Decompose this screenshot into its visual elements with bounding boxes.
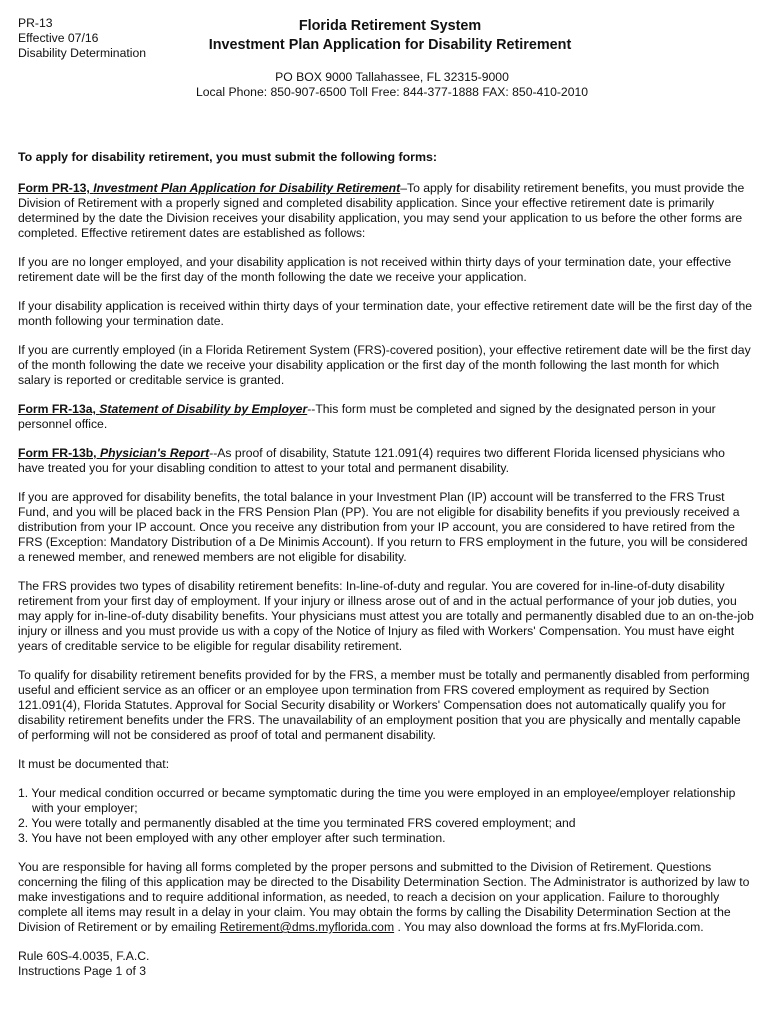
document-title: Florida Retirement System bbox=[298, 18, 482, 34]
email-link[interactable]: Retirement@dms.myflorida.com bbox=[219, 920, 395, 934]
form-identifier-block bbox=[18, 16, 146, 61]
mailing-address: PO BOX 9000 Tallahassee, FL 32315-9000 bbox=[275, 70, 509, 84]
form-fr13b-name: Form FR-13b, Physician's Report bbox=[18, 446, 210, 460]
currently-employed-paragraph: If you are currently employed (in a Florida Retirement System (FRS)-covered position), your effective retirement date will be the first day of the month following the date we receive your disability application or the first day of the month following the last month for which salary is reported or creditable service is granted. bbox=[18, 343, 751, 387]
effective-date: Effective 07/16 bbox=[18, 31, 99, 45]
form-pr13-paragraph bbox=[18, 181, 754, 241]
within-thirty-days-paragraph: If your disability application is received within thirty days of your termination date, your effective retirement date will be the first day of the month following your termination date. bbox=[18, 299, 753, 328]
qualification-paragraph: To qualify for disability retirement benefits provided for by the FRS, a member must be totally and permanently disabled from performing useful and efficient service as an officer or an employee upon termination from FRS covered employment as required by Section 121.091(4), Florida Statutes. Approval for Social Security disability or Workers' Compensation does not automatically qualify you for disability retirement benefits under the FRS. The unavailability of an employment position that you are physically and mentally capable of performing will not be considered as proof of total and permanent disability. bbox=[18, 668, 750, 742]
form-fr13a-paragraph bbox=[18, 402, 754, 432]
responsibility-paragraph: You are responsible for having all forms completed by the proper persons and submitted to the Division of Retirement. Questions concerning the filing of this application may be directed to the Disability Determination Section. The Administrator is authorized by law to make investigations and to require additional information, as needed, to reach a decision on your application. Failure to thoroughly complete all items may result in a delay in your claim. You may obtain the forms by calling the Disability Determination Section at the Division of Retirement or by emailing Retirement@dms.myflorida.com . You may also download the forms at frs.MyFlorida.com. bbox=[18, 860, 750, 934]
documentation-list bbox=[18, 786, 754, 846]
page-footer bbox=[18, 949, 754, 979]
approved-benefits-paragraph: If you are approved for disability benefits, the total balance in your Investment Plan (IP) account will be transferred to the FRS Trust Fund, and you will be placed back in the FRS Pension Plan (PP). You are not eligible for disability benefits if you previously received a distribution from your IP account. Once you receive any distribution from your IP account, you are considered to have retired from the FRS (Exception: Mandatory Distribution of a De Minimis Account). If you return to FRS employment in the future, you will be considered a renewed member, and renewed members are not eligible for disability. bbox=[18, 490, 748, 564]
list-item: 2. You were totally and permanently disabled at the time you terminated FRS covered employment; and bbox=[18, 816, 576, 830]
intro-heading: To apply for disability retirement, you must submit the following forms: bbox=[18, 150, 438, 164]
form-code: PR-13 bbox=[18, 16, 53, 30]
form-pr13-name: Form PR-13, Investment Plan Application for Disability Retirement bbox=[18, 181, 401, 195]
list-item: 1. Your medical condition occurred or became symptomatic during the time you were employed in an employee/employer relationship with your employer; bbox=[18, 786, 736, 815]
contact-address bbox=[120, 70, 664, 100]
form-fr13a-name: Form FR-13a, Statement of Disability by Employer bbox=[18, 402, 308, 416]
rule-reference: Rule 60S-4.0035, F.A.C. bbox=[18, 949, 150, 963]
document-body bbox=[18, 150, 754, 979]
form-fr13b-paragraph bbox=[18, 446, 754, 476]
form-fr13a-description: --This form must be completed and signed by the designated person in your personnel office. bbox=[18, 402, 716, 431]
phone-numbers: Local Phone: 850-907-6500 Toll Free: 844-377-1888 FAX: 850-410-2010 bbox=[195, 85, 589, 99]
form-fr13b-description: --As proof of disability, Statute 121.091(4) requires two different Florida licensed physicians who have treated you for your disabling condition to attest to your total and permanent disability. bbox=[18, 446, 725, 475]
benefit-types-paragraph: The FRS provides two types of disability retirement benefits: In-line-of-duty and regular. You are covered for in-line-of-duty disability retirement from your first day of employment. If your injury or illness arose out of and in the actual performance of your job duties, you may apply for in-line-of-duty disability benefits. Your physicians must attest you are totally and permanently disabled due to an on-the-job injury or illness and you must provide us with a copy of the Notice of Injury as filed with Workers' Compensation. You must have eight years of creditable service to be eligible for regular disability retirement. bbox=[18, 579, 754, 653]
document-subtitle: Investment Plan Application for Disability Retirement bbox=[208, 37, 572, 53]
form-pr13-description: –To apply for disability retirement benefits, you must provide the Division of Retirement with a properly signed and completed disability application. Since your effective retirement date is primarily determined by the date the Division receives your disability application, you may send your application to us before the other forms are completed. Effective retirement dates are established as follows: bbox=[18, 181, 745, 240]
document-header bbox=[160, 17, 620, 55]
page-number: Instructions Page 1 of 3 bbox=[18, 964, 147, 978]
documented-heading: It must be documented that: bbox=[18, 757, 170, 771]
section-name: Disability Determination bbox=[18, 46, 147, 60]
not-employed-paragraph: If you are no longer employed, and your disability application is not received within thirty days of your termination date, your effective retirement date will be the first day of the month following the date we receive your application. bbox=[18, 255, 732, 284]
list-item: 3. You have not been employed with any other employer after such termination. bbox=[18, 831, 446, 845]
